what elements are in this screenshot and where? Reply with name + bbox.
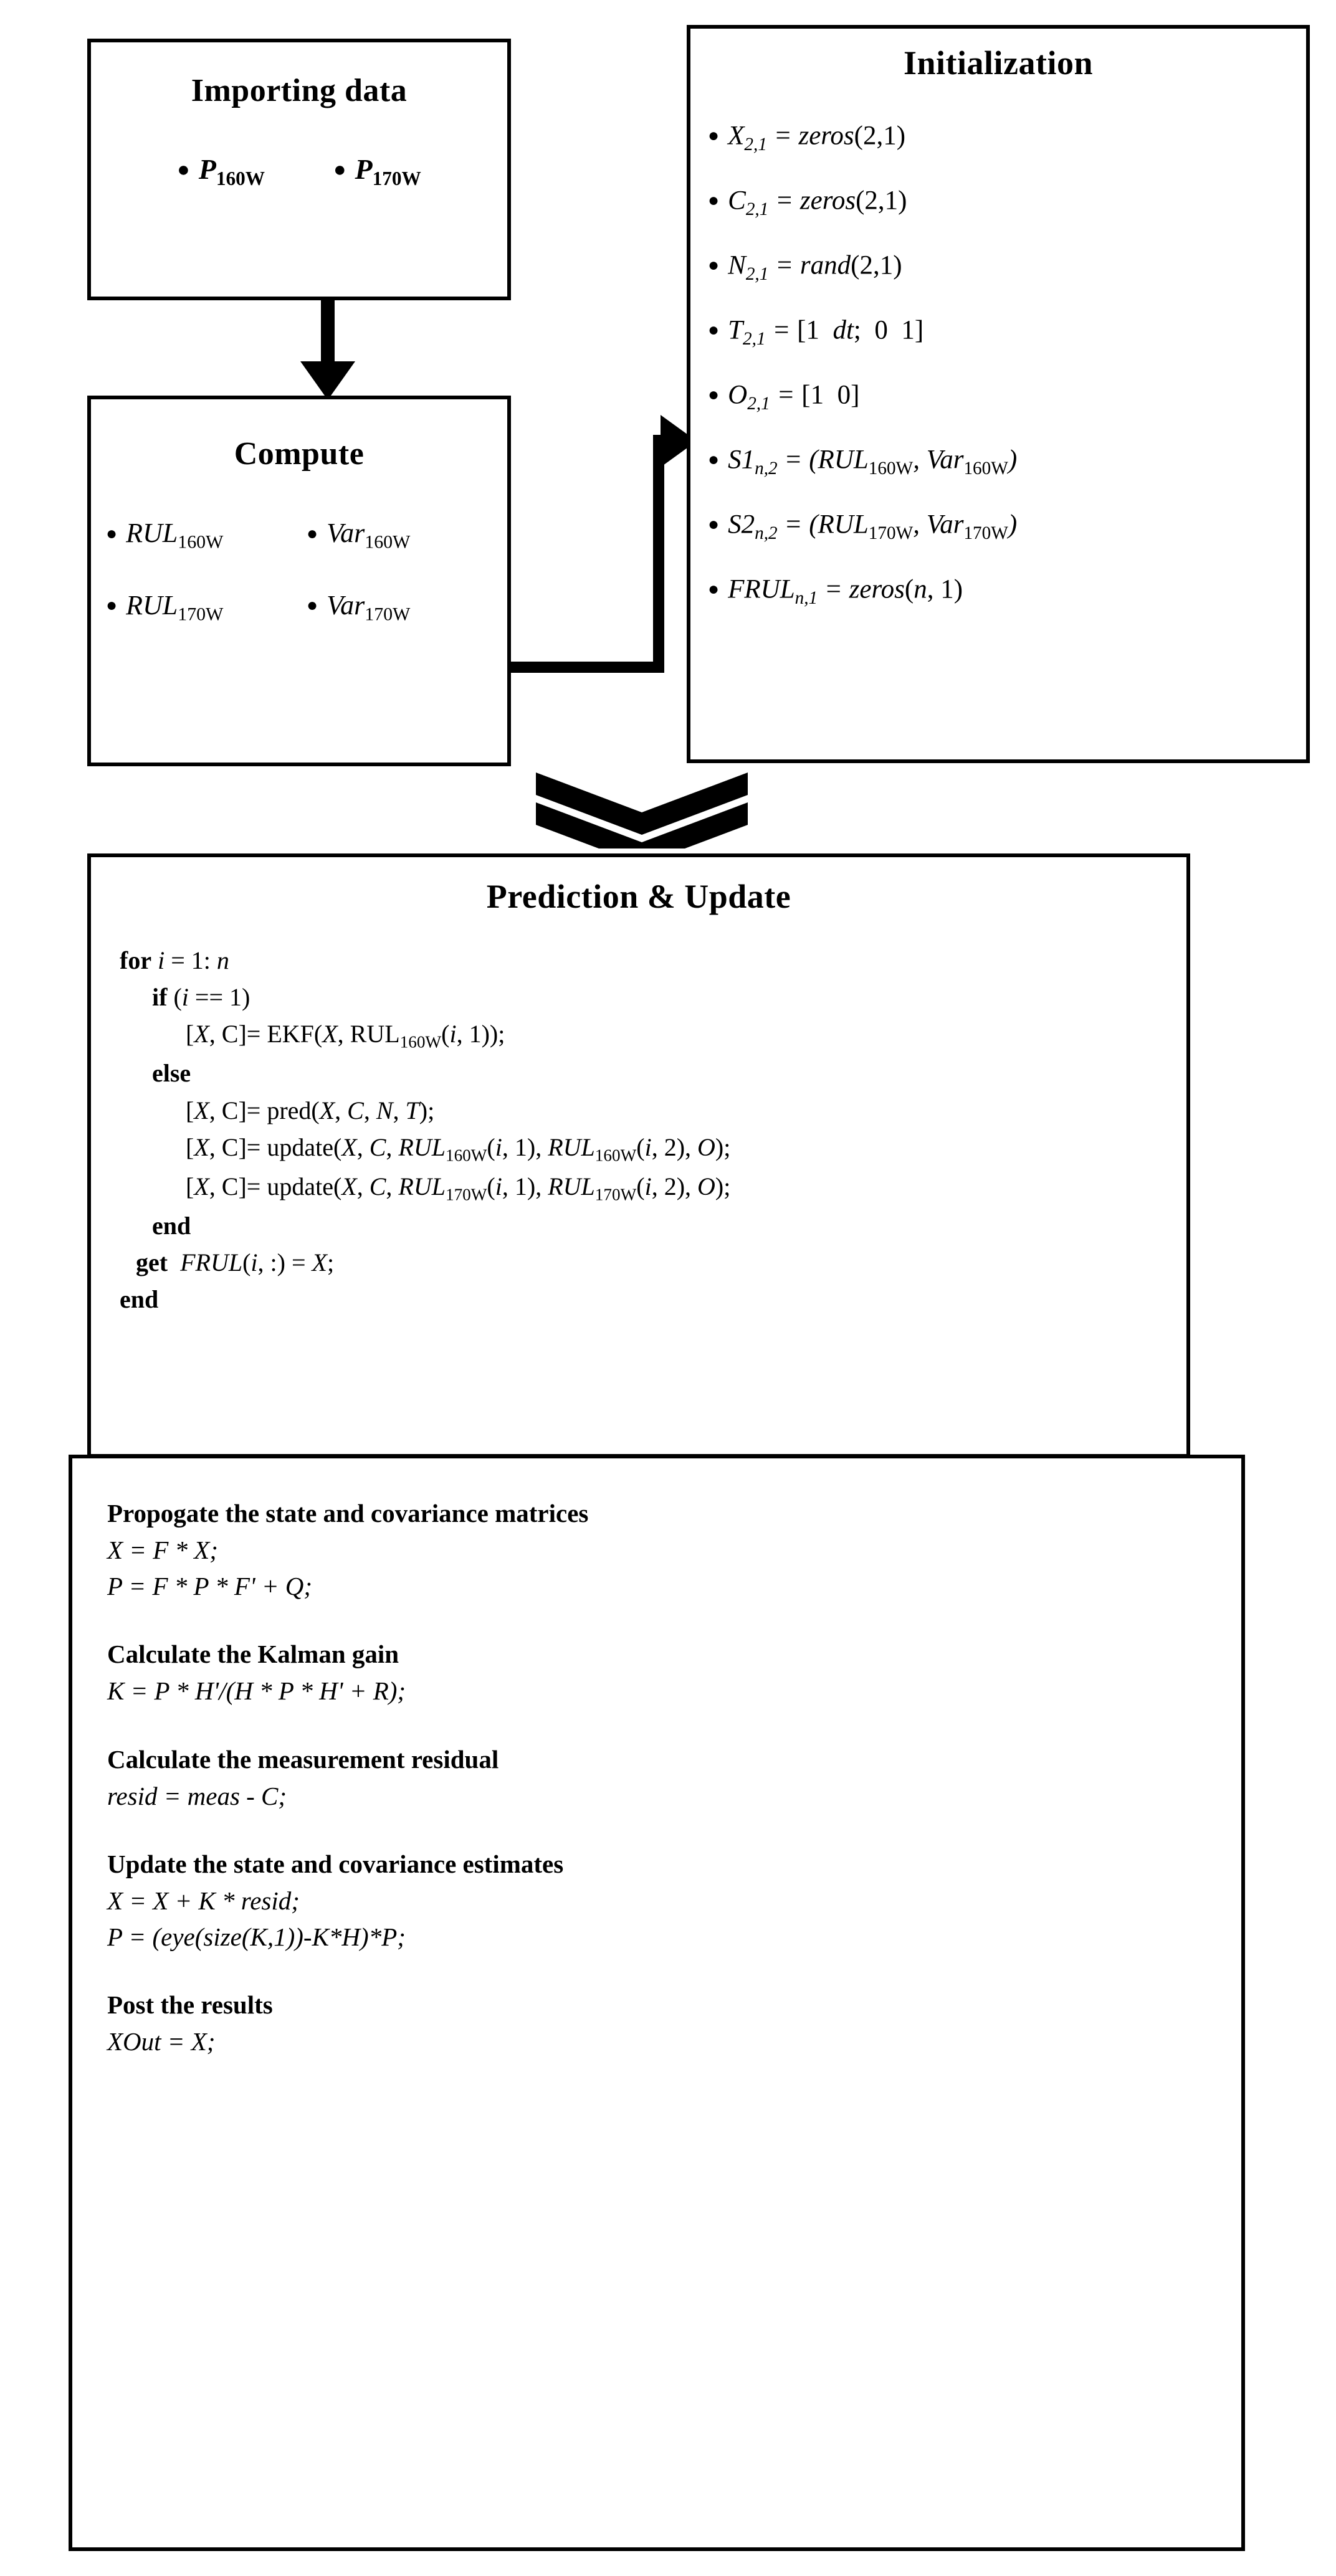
compute-box bbox=[87, 396, 511, 766]
code-line: for i = 1: n bbox=[120, 946, 229, 974]
bullet-icon: ● bbox=[106, 595, 118, 616]
variable-subscript: 160W bbox=[178, 531, 224, 553]
bullet-icon: ● bbox=[177, 158, 190, 181]
initialization-items bbox=[690, 103, 1306, 622]
variable-base: P bbox=[355, 153, 373, 185]
list-item: ● $T_{2,1} = [1$ dt; 0 1] bbox=[708, 315, 924, 349]
list-item bbox=[106, 517, 307, 553]
initialization-title: Initialization bbox=[903, 44, 1094, 82]
list-item: ● $S1_{n,2} = (RUL_{160W}$, Var$_{160W}$) bbox=[708, 445, 1018, 478]
section-heading: Calculate the measurement residual bbox=[107, 1744, 499, 1774]
variable-subscript: 170W bbox=[372, 168, 421, 189]
initialization-box bbox=[687, 25, 1310, 763]
variable-base: RUL bbox=[126, 518, 178, 548]
bullet-icon: ● bbox=[708, 579, 720, 599]
bullet-icon: ● bbox=[333, 158, 346, 181]
arrow-down-icon bbox=[300, 361, 355, 400]
code-line: resid = meas - C; bbox=[107, 1781, 287, 1810]
code-line: K = P * H'/(H * P * H' + R); bbox=[107, 1676, 406, 1706]
bullet-icon: ● bbox=[708, 190, 720, 211]
code-line: [X, C]= update(X, C, $RUL_{160W}(i$, 1), $RUL_{160W}(i$, 2), O); bbox=[186, 1133, 731, 1165]
bullet-icon: ● bbox=[106, 523, 118, 544]
code-line: P = (eye(size(K,1))-K*H)*P; bbox=[107, 1922, 406, 1952]
kalman-group bbox=[107, 1990, 1241, 2060]
list-item: ● $C_{2,1}$ = zeros(2,1) bbox=[708, 186, 907, 219]
kalman-group bbox=[107, 1744, 1241, 1814]
prediction-update-title: Prediction & Update bbox=[486, 878, 791, 915]
kalman-detail-box bbox=[69, 1455, 1245, 2551]
bullet-icon: ● bbox=[708, 449, 720, 470]
code-line: if (i == 1) bbox=[152, 983, 250, 1012]
section-heading: Post the results bbox=[107, 1990, 273, 2020]
variable-base: RUL bbox=[126, 589, 178, 620]
list-item bbox=[333, 153, 421, 190]
variable-base: Var bbox=[327, 589, 365, 620]
variable-subscript: 170W bbox=[178, 604, 224, 625]
connector-compute-to-init-segment-h bbox=[508, 662, 664, 673]
kalman-group bbox=[107, 1498, 1241, 1604]
compute-title: Compute bbox=[234, 436, 365, 472]
variable-subscript: 170W bbox=[365, 604, 411, 625]
compute-items bbox=[91, 517, 507, 625]
list-item: ● $O_{2,1} = [1$ 0] bbox=[708, 380, 860, 414]
kalman-group bbox=[107, 1849, 1241, 1955]
section-heading: Propogate the state and covariance matrices bbox=[107, 1499, 589, 1528]
bullet-icon: ● bbox=[307, 523, 318, 544]
variable-base: P bbox=[198, 153, 216, 185]
prediction-update-box bbox=[87, 853, 1190, 1458]
importing-data-box bbox=[87, 39, 511, 300]
list-item bbox=[307, 517, 507, 553]
list-item: ● $X_{2,1}$ = zeros(2,1) bbox=[708, 121, 906, 154]
bullet-icon: ● bbox=[708, 384, 720, 405]
double-chevron-down-icon bbox=[530, 768, 754, 848]
code-line: XOut = X; bbox=[107, 2027, 216, 2056]
bullet-icon: ● bbox=[708, 125, 720, 146]
code-line: [X, C]= EKF(X, $RUL_{160W}(i$, 1)); bbox=[186, 1020, 505, 1052]
section-heading: Update the state and covariance estimates bbox=[107, 1849, 564, 1878]
code-line: X = F * X; bbox=[107, 1536, 218, 1564]
list-item: ● $S2_{n,2} = (RUL_{170W}$, Var$_{170W}$) bbox=[708, 510, 1018, 543]
section-heading: Calculate the Kalman gain bbox=[107, 1640, 399, 1669]
list-item bbox=[307, 589, 507, 625]
list-item bbox=[106, 589, 307, 625]
list-item: ● $N_{2,1}$ = rand(2,1) bbox=[708, 250, 902, 284]
code-line: [X, C]= update(X, C, $RUL_{170W}(i$, 1), $RUL_{170W}(i$, 2), O); bbox=[186, 1172, 731, 1204]
code-line: X = X + K * resid; bbox=[107, 1886, 300, 1915]
prediction-update-code bbox=[91, 942, 1186, 1318]
bullet-icon: ● bbox=[708, 320, 720, 340]
kalman-group bbox=[107, 1639, 1241, 1709]
code-line: end bbox=[120, 1285, 159, 1313]
code-line: end bbox=[152, 1211, 191, 1240]
variable-base: Var bbox=[327, 518, 365, 548]
bullet-icon: ● bbox=[708, 255, 720, 275]
importing-data-title: Importing data bbox=[191, 73, 408, 108]
code-line: [X, C]= pred(X, C, N, T); bbox=[186, 1096, 435, 1124]
code-line: else bbox=[152, 1059, 191, 1088]
code-line: P = F * P * F' + Q; bbox=[107, 1572, 313, 1601]
bullet-icon: ● bbox=[307, 595, 318, 616]
code-line: get FRUL(i, :) = X; bbox=[136, 1248, 335, 1276]
variable-subscript: 160W bbox=[365, 531, 411, 553]
importing-data-items bbox=[91, 153, 507, 190]
list-item bbox=[177, 153, 265, 190]
bullet-icon: ● bbox=[708, 514, 720, 535]
kalman-detail-body bbox=[72, 1458, 1241, 2060]
connector-compute-to-init-segment-v bbox=[653, 435, 664, 673]
variable-subscript: 160W bbox=[216, 168, 265, 189]
list-item: ● $FRUL_{n,1}$ = zeros(n, 1) bbox=[708, 574, 963, 608]
